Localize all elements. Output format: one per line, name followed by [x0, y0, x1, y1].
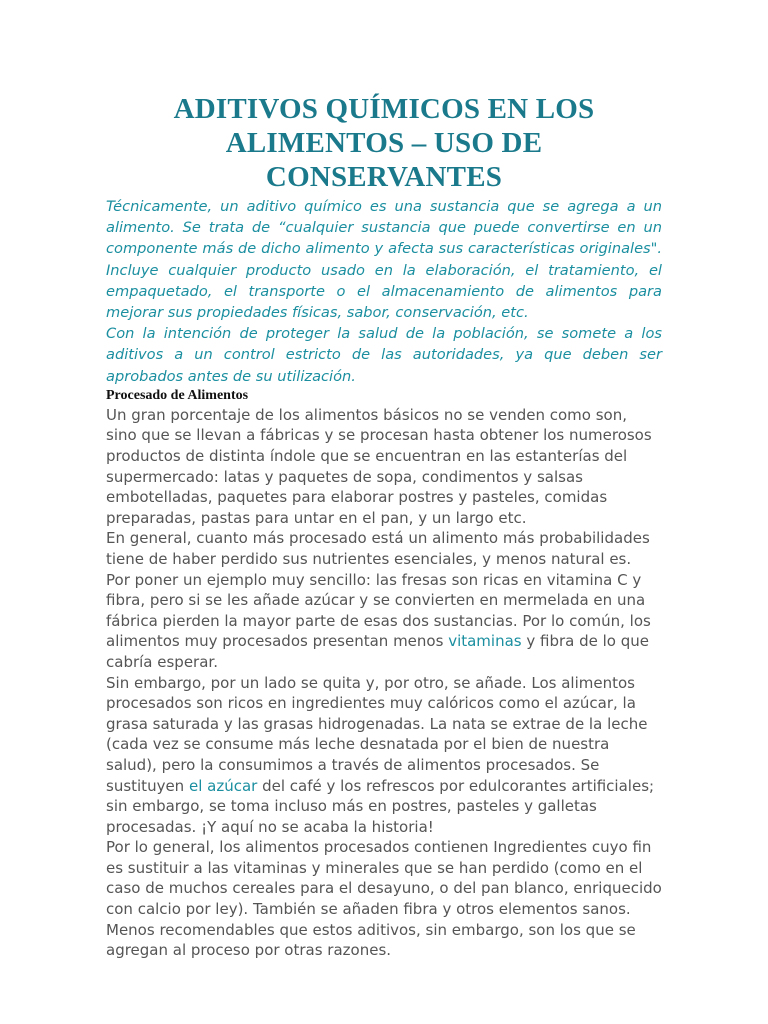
document-page	[106, 92, 662, 961]
paragraph-3-text-end: y fibra de lo que cabría esperar.	[106, 632, 650, 671]
body-paragraph-2: En general, cuanto más procesado está un alimento más probabilidades tiene de haber perdido sus nutrientes esenciales, y menos natural es.	[106, 529, 650, 568]
document-title	[106, 92, 662, 194]
intro-paragraph-2: Con la intención de proteger la salud de la población, se somete a los aditivos a un control estricto de las autoridades, ya que deben ser aprobados antes de su utilización.	[106, 325, 662, 385]
paragraph-4-text-start: Sin embargo, por un lado se quita y, por otro, se añade. Los alimentos procesados son ricos en ingredientes muy calóricos como el azúcar, la grasa saturada y las grasas hidrogenadas. La nata se extrae de la leche (cada vez se consume más leche desnatada por el bien de nuestra salud), pero la consumimos a través de alimentos procesados. Se sustituyen	[106, 673, 648, 795]
vitaminas-link[interactable]: vitaminas	[448, 632, 522, 651]
section-heading: Procesado de Alimentos	[106, 387, 249, 403]
paragraph-3-text-start: Por poner un ejemplo muy sencillo: las fresas son ricas en vitamina C y fibra, pero si se les añade azúcar y se convierten en mermelada en una fábrica pierden la mayor parte de esas dos sustancias. Por lo común, los alimentos muy procesados presentan menos	[106, 570, 651, 651]
title-line-1: ADITIVOS QUÍMICOS EN LOS	[173, 93, 595, 125]
intro-section	[106, 196, 662, 387]
paragraph-4-text-end: del café y los refrescos por edulcorantes artificiales; sin embargo, se toma incluso más en postres, pasteles y galletas procesadas. ¡Y aquí no se acaba la historia!	[106, 776, 655, 836]
title-line-2: ALIMENTOS – USO DE CONSERVANTES	[225, 127, 543, 193]
azucar-link[interactable]: el azúcar	[188, 776, 258, 795]
body-text	[106, 405, 662, 961]
body-paragraph-1: Un gran porcentaje de los alimentos básicos no se venden como son, sino que se llevan a fábricas y se procesan hasta obtener los numerosos productos de distinta índole que se encuentran en las estanterías del supermercado: latas y paquetes de sopa, condimentos y salsas embotelladas, paquetes para elaborar postres y pasteles, comidas preparadas, pastas para untar en el pan, y un largo etc.	[106, 405, 652, 527]
body-paragraph-4	[106, 673, 662, 838]
body-paragraph-3	[106, 570, 662, 673]
body-paragraph-5: Por lo general, los alimentos procesados contienen Ingredientes cuyo fin es sustituir a las vitaminas y minerales que se han perdido (como en el caso de muchos cereales para el desayuno, o del pan blanco, enriquecido con calcio por ley). También se añaden fibra y otros elementos sanos. Menos recomendables que estos aditivos, sin embargo, son los que se agregan al proceso por otras razones.	[106, 838, 662, 960]
intro-paragraph-1: Técnicamente, un aditivo químico es una sustancia que se agrega a un alimento. Se trata de “cualquier sustancia que puede convertirse en un componente más de dicho alimento y afecta sus características originales". Incluye cualquier producto usado en la elaboración, el tratamiento, el empaquetado, el transporte o el almacenamiento de alimentos para mejorar sus propiedades físicas, sabor, conservación, etc.	[106, 198, 662, 322]
